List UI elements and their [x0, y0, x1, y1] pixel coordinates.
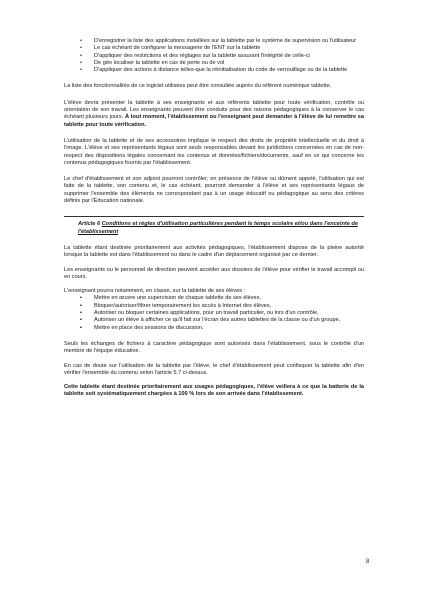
list-item: • D'enregistrer la liste des applications installées sur la tablette par le système de supervision ou l'utilisateur [80, 38, 364, 45]
list-item: • D'appliquer des actions à distance telles-que la réinitialisation du code de verrouillage ou de la tablette [80, 67, 364, 74]
list-item: ▪ Mettre en œuvre une supervision de chaque tablette de ses élèves, [80, 295, 364, 302]
list-item: ▪ Autoriser ou bloquer certaines applications, pour un travail particulier, ou lors d'un contrôle, [80, 310, 364, 317]
paragraph-presentation [64, 100, 364, 129]
paragraph-bold-text: Cette tablette étant destinée prioritairement aux usages pédagogiques, l'élève veillera à ce que la batterie de la tablette soit systématiquement chargées à 100 % lors de son arrivée dans l'établissement. [64, 384, 364, 398]
paragraph-control: Le chef d'établissement et son adjoint pourront contrôler, en présence de l'élève ou dûment appelé, l'utilisation qui est faite de la tablette, son contenu et, le cas échéant, pourront demander à l'élève et ses représentants légaux de supprimer l'ensemble des éléments ne correspondant pas à un usage éducatif ou pédagogique au sens des critères définis par l'Éducation nationale. [64, 176, 364, 205]
paragraph-bold-text: À tout moment, l'établissement ou l'enseignant peut demander à l'élève de lui remettre sa tablette pour toute vérification. [64, 114, 364, 128]
paragraph-access: Les enseignants ou le personnel de direction peuvent accéder aux dossiers de l'élève pour vérifier le travail accompli ou en cours. [64, 266, 364, 280]
paragraph-features: La liste des fonctionnalités de ce logiciel utilisées peut être consultée auprès du référent numérique tablette. [64, 83, 332, 90]
list-item: ▪ Autoriser un élève à afficher ce qu'il fait sur l'écran des autres tablettes de la classe ou d'un groupe, [80, 317, 364, 324]
list-item: • D'appliquer des restrictions et des réglages sur la tablette assurant l'intégrité de celle-ci [80, 53, 364, 60]
list-item: • De géo localiser la tablette en cas de perte ou de vol [80, 60, 364, 67]
list-item: ▪ Bloquer/autoriser/filtrer temporairement les accès à Internet des élèves, [80, 303, 364, 310]
page-number: 8 [366, 559, 370, 565]
page-content [64, 38, 364, 399]
paragraph-text: L'élève devra présenter la tablette à ses enseignants et aux référents tablette pour toute vérification, contrôle ou orientation de son travail. Les enseignants peuvent être conduits pour des raisons pédagogiques à la conserver le cas échéant plusieurs jours. [64, 99, 364, 121]
paragraph-file-exchange: Seuls les échanges de fichiers à caractère pédagogique sont autorisés dans l'établissement, sous le contrôle d'un membre de l'équipe éducative. [64, 340, 364, 355]
article-prefix: Article 6 [78, 221, 102, 228]
paragraph-intellectual-property: L'utilisation de la tablette et de ses accessoires implique le respect des droits de propriété intellectuelle et du droit à l'image. L'élève et ses représentants légaux sont seuls responsables devant les juridictions concernées en cas de non-respect des dispositions légales concernant les contenus et données/fichiers/documents, sauf en ce qui concerne les contenus pédagogiques fournis par l'établissement. [64, 137, 364, 166]
list-item: • Le cas échéant de configurer la messagerie de l'ENT sur la tablette [80, 45, 364, 52]
paragraph-authority: La tablette étant destinée prioritairement aux activités pédagogiques, l'établissement dispose de la pleine autorité lorsque la tablette est dans l'établissement ou dans le cadre d'un déplacement organisé par ce dernier. [64, 244, 364, 259]
paragraph-battery [64, 384, 364, 399]
article-heading [64, 216, 364, 236]
teacher-bullets [64, 295, 364, 331]
article-title: Conditions et règles d'utilisation particulières pendant le temps scolaire et/ou dans l'enceinte de l'établissement [78, 221, 358, 235]
supervision-bullets [64, 38, 364, 74]
paragraph-teacher-intro: L'enseignant pourra notamment, en classe, sur la tablette de ses élèves : [64, 288, 246, 295]
paragraph-confiscation: En cas de doute sur l'utilisation de la tablette par l'élève, le chef d'établissement peut confisquer la tablette afin d'en vérifier l'ensemble du contenu selon l'article 5.7 ci-dessus. [64, 362, 364, 376]
list-item: ▪ Mettre en place des sessions de discussion. [80, 325, 364, 332]
